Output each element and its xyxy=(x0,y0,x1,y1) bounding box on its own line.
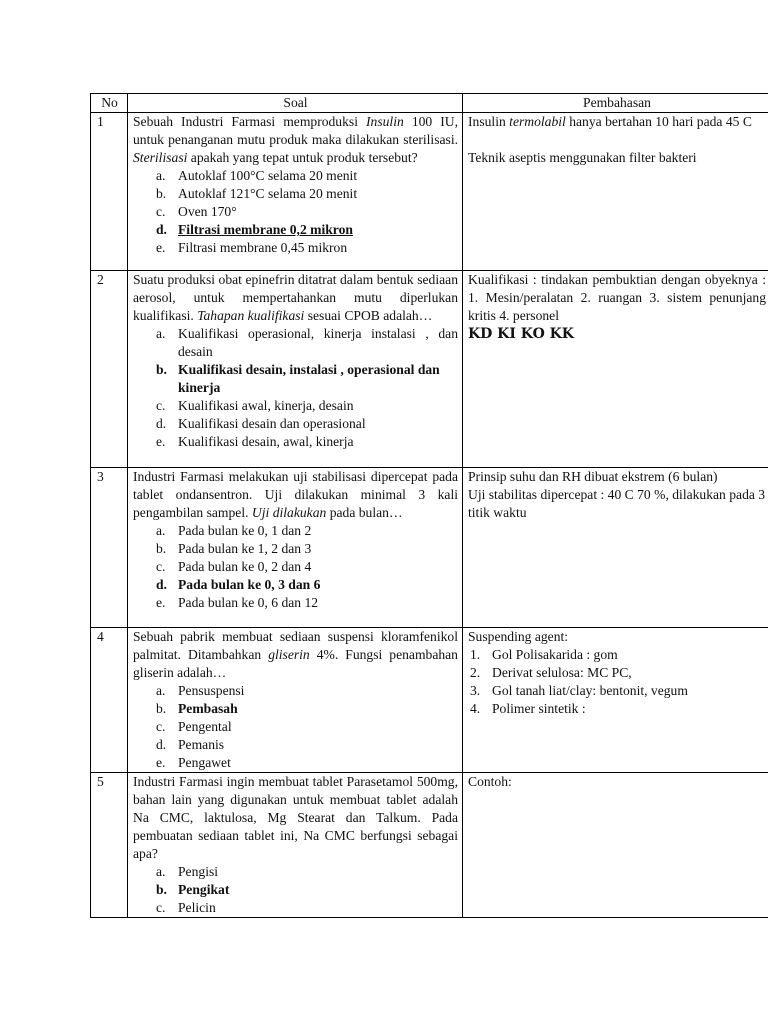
option-item: e. Filtrasi membrane 0,45 mikron xyxy=(156,240,348,255)
option-item: a. Kualifikasi operasional, kinerja instalasi , dan desain xyxy=(156,326,458,359)
option-item: c. Pelicin xyxy=(156,900,216,915)
answer-mnemonic: KD KI KO KK xyxy=(468,326,574,342)
row-number: 3 xyxy=(91,468,128,628)
option-list xyxy=(133,325,458,451)
option-list xyxy=(133,682,458,772)
question-table xyxy=(90,93,768,918)
question-text: Sebuah pabrik membuat sediaan suspensi kloramfenikol palmitat. Ditambahkan gliserin 4%. Fungsi penambahan gliserin adalah… xyxy=(133,629,458,680)
question-text: Industri Farmasi melakukan uji stabilisasi dipercepat pada tablet ondansentron. Uji dilakukan minimal 3 kali pengambilan sampel. Uji dilakukan pada bulan… xyxy=(133,469,458,520)
option-item: c. Oven 170° xyxy=(156,204,237,219)
answer-cell xyxy=(463,113,768,271)
header-pembahasan: Pembahasan xyxy=(463,94,768,113)
answer-text: Prinsip suhu dan RH dibuat ekstrem (6 bulan) xyxy=(468,469,718,484)
question-cell xyxy=(128,271,463,468)
correct-option: d. Filtrasi membrane 0,2 mikron xyxy=(156,222,353,237)
option-list xyxy=(133,167,458,257)
option-item: a. Pengisi xyxy=(156,864,219,879)
option-item: d. Kualifikasi desain dan operasional xyxy=(156,416,366,431)
option-list xyxy=(133,863,458,917)
list-item: 4. Polimer sintetik : xyxy=(470,701,586,716)
question-cell xyxy=(128,113,463,271)
table-row xyxy=(91,468,768,628)
correct-option: b. Pengikat xyxy=(156,882,230,897)
option-item: c. Kualifikasi awal, kinerja, desain xyxy=(156,398,354,413)
option-item: b. Autoklaf 121°C selama 20 menit xyxy=(156,186,358,201)
table-row xyxy=(91,113,768,271)
row-number: 4 xyxy=(91,628,128,773)
question-text: Industri Farmasi ingin membuat tablet Parasetamol 500mg, bahan lain yang digunakan untuk membuat tablet adalah Na CMC, laktulosa, Mg Stearat dan Talkum. Pada pembuatan sediaan tablet ini, Na CMC berfungsi sebagai apa? xyxy=(133,774,458,861)
question-cell xyxy=(128,628,463,773)
header-soal: Soal xyxy=(128,94,463,113)
table-row xyxy=(91,773,768,918)
question-cell xyxy=(128,773,463,918)
answer-text: Kualifikasi : tindakan pembuktian dengan obyeknya : 1. Mesin/peralatan 2. ruangan 3. sistem penunjang kritis 4. personel xyxy=(468,272,766,323)
list-item: 3. Gol tanah liat/clay: bentonit, vegum xyxy=(470,683,688,698)
answer-text: Uji stabilitas dipercepat : 40 C 70 %, dilakukan pada 3 titik waktu xyxy=(468,487,766,520)
option-item: e. Pengawet xyxy=(156,755,231,770)
option-item: a. Pensuspensi xyxy=(156,683,245,698)
row-number: 5 xyxy=(91,773,128,918)
correct-option: b. Kualifikasi desain, instalasi , operasional dan kinerja xyxy=(156,362,440,395)
option-item: e. Kualifikasi desain, awal, kinerja xyxy=(156,434,354,449)
option-list xyxy=(133,522,458,612)
table-row xyxy=(91,271,768,468)
option-item: a. Pada bulan ke 0, 1 dan 2 xyxy=(156,523,312,538)
option-item: e. Pada bulan ke 0, 6 dan 12 xyxy=(156,595,319,610)
answer-cell xyxy=(463,468,768,628)
question-cell xyxy=(128,468,463,628)
option-item: d. Pemanis xyxy=(156,737,225,752)
option-item: c. Pengental xyxy=(156,719,232,734)
option-item: a. Autoklaf 100°C selama 20 menit xyxy=(156,168,358,183)
option-item: c. Pada bulan ke 0, 2 dan 4 xyxy=(156,559,312,574)
header-no: No xyxy=(91,94,128,113)
answer-cell xyxy=(463,628,768,773)
answer-cell xyxy=(463,773,768,918)
list-item: 2. Derivat selulosa: MC PC, xyxy=(470,665,632,680)
answer-text: Contoh: xyxy=(468,774,512,789)
question-text: Suatu produksi obat epinefrin ditatrat dalam bentuk sediaan aerosol, untuk mempertahankan mutu diperlukan kualifikasi. Tahapan kualifikasi sesuai CPOB adalah… xyxy=(133,272,458,323)
row-number: 1 xyxy=(91,113,128,271)
row-number: 2 xyxy=(91,271,128,468)
correct-option: d. Pada bulan ke 0, 3 dan 6 xyxy=(156,577,321,592)
option-item: b. Pada bulan ke 1, 2 dan 3 xyxy=(156,541,312,556)
answer-text: Teknik aseptis menggunakan filter bakteri xyxy=(468,150,697,165)
table-row xyxy=(91,628,768,773)
correct-option: b. Pembasah xyxy=(156,701,238,716)
answer-title: Suspending agent: xyxy=(468,629,569,644)
question-text: Sebuah Industri Farmasi memproduksi Insulin 100 IU, untuk penanganan mutu produk maka dilakukan sterilisasi. Sterilisasi apakah yang tepat untuk produk tersebut? xyxy=(133,114,458,165)
answer-cell xyxy=(463,271,768,468)
header-row xyxy=(91,94,768,113)
answer-text: Insulin termolabil hanya bertahan 10 hari pada 45 C xyxy=(468,114,752,129)
answer-list xyxy=(468,646,766,718)
list-item: 1. Gol Polisakarida : gom xyxy=(470,647,618,662)
